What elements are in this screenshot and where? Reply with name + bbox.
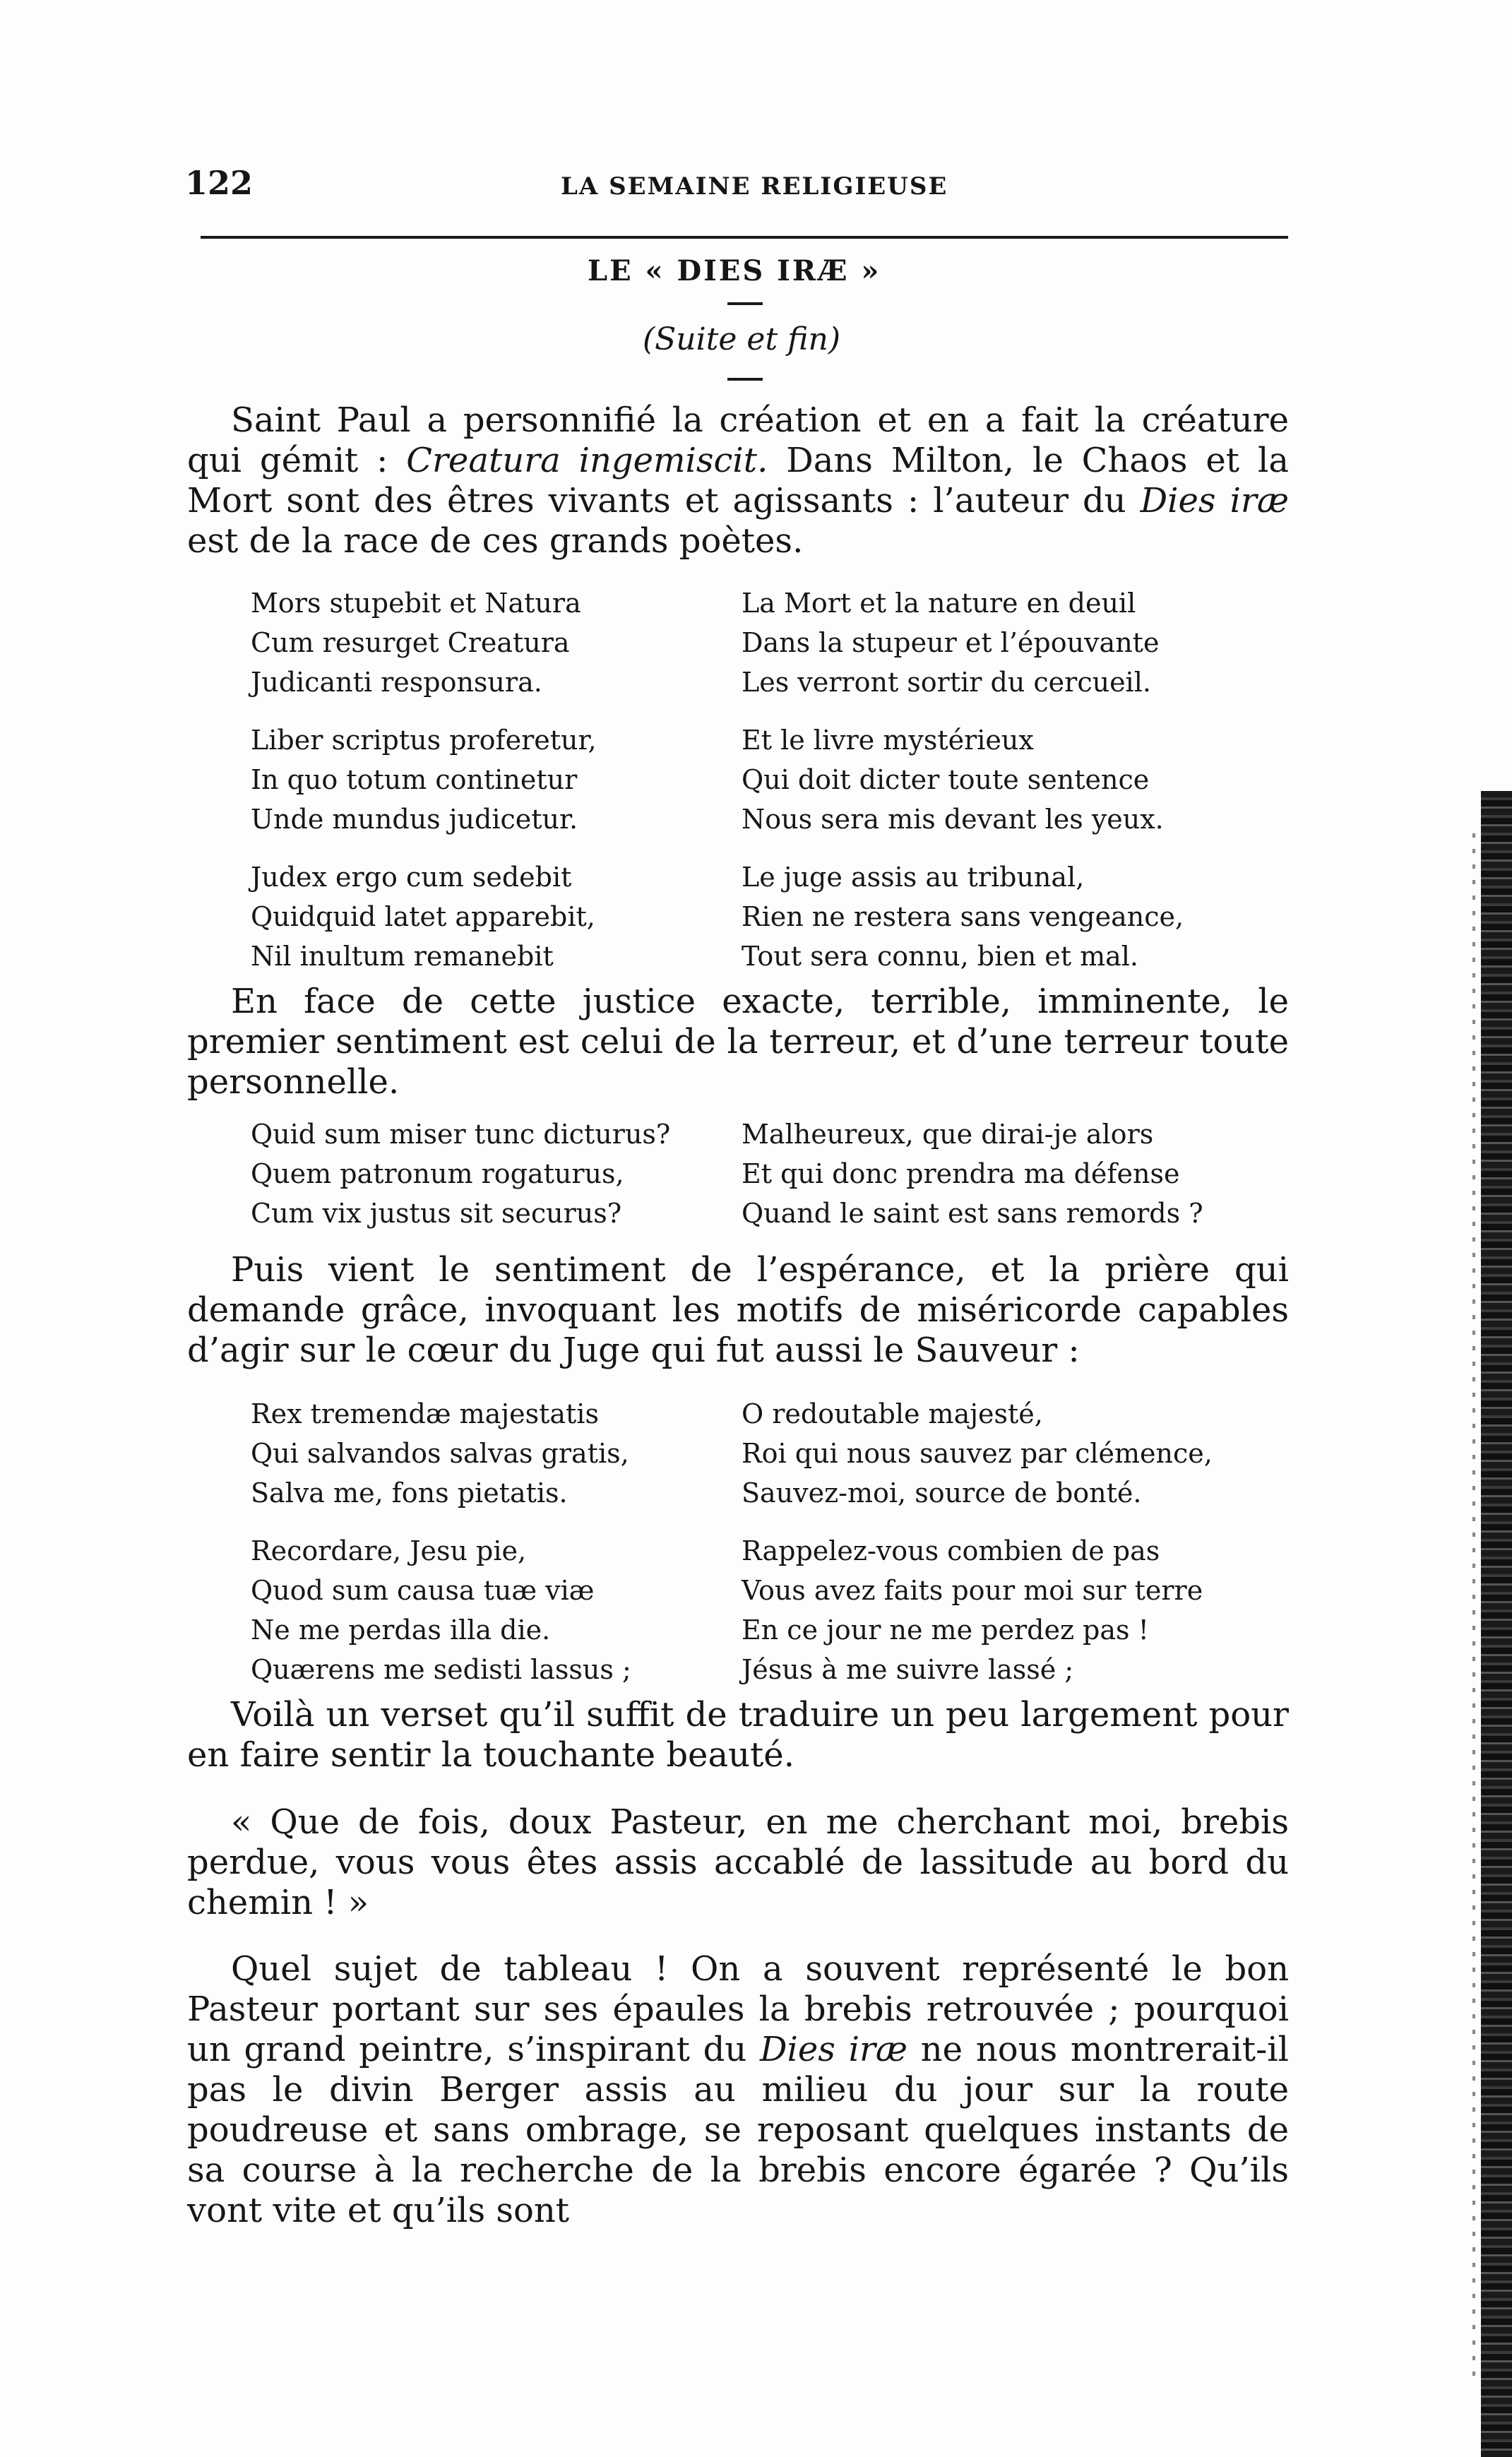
latin-verse-line: Quærens me sedisti lassus ; [251,1654,631,1685]
latin-verse-line: Quidquid latet apparebit, [251,901,595,932]
verse-block-2 [251,1114,1289,1242]
paragraph-2: En face de cette justice exacte, terrible, imminente, le premier sentiment est celui de la terreur, et d’une terreur toute personnelle. [187,982,1289,1102]
french-verse-line: Dans la stupeur et l’épouvante [742,627,1160,658]
latin-verse-line: Qui salvandos salvas gratis, [251,1438,629,1469]
latin-verse-line: Judicanti responsura. [251,667,542,698]
para1-text-3: est de la race de ces grands poètes. [187,521,804,561]
para1-italic-1: Creatura ingemiscit. [406,441,768,480]
latin-verse-line: Rex tremendæ majestatis [251,1398,599,1429]
french-verse-line: Sauvez-moi, source de bonté. [742,1477,1142,1509]
article-subtitle: (Suite et fin) [643,321,840,357]
para6-text-2: ne nous montrerait-il pas le divin Berger assis au milieu du jour sur la route poudreuse et sans ombrage, se reposant quelques instants de sa course à la recherche de la brebis encore égarée ? Qu’ils vont vite et qu’ils sont [187,2030,1290,2230]
latin-stanza [251,1114,670,1233]
french-verse-line: Tout sera connu, bien et mal. [742,941,1139,972]
latin-column [251,1114,670,1251]
verse-block-3 [251,1394,1289,1705]
title-divider [727,302,763,305]
french-stanza [742,1531,1213,1689]
paragraph-5: « Que de fois, doux Pasteur, en me cherchant moi, brebis perdue, vous vous êtes assis accablé de lassitude au bord du chemin ! » [187,1802,1289,1922]
french-verse-line: Roi qui nous sauvez par clémence, [742,1438,1213,1469]
latin-verse-line: Ne me perdas illa die. [251,1614,551,1646]
french-verse-line: Et qui donc prendra ma défense [742,1158,1180,1189]
page-number: 122 [185,164,254,202]
latin-verse-line: Quem patronum rogaturus, [251,1158,624,1189]
french-verse-line: Vous avez faits pour moi sur terre [742,1575,1203,1606]
latin-verse-line: Cum resurget Creatura [251,627,570,658]
latin-verse-line: Mors stupebit et Natura [251,588,581,619]
latin-stanza [251,1394,631,1513]
french-stanza [742,720,1184,839]
latin-column [251,583,597,994]
french-verse-line: Le juge assis au tribunal, [742,862,1085,893]
paragraph-1 [187,400,1289,561]
french-verse-line: La Mort et la nature en deuil [742,588,1136,619]
para1-text-2: Dans Milton, le Chaos et la Mort sont des êtres vivants et agissants : l’auteur du [187,441,1289,520]
french-column [742,1394,1213,1708]
latin-stanza [251,720,597,839]
latin-verse-line: In quo totum continetur [251,764,578,795]
french-stanza [742,1394,1213,1513]
article-title: LE « DIES IRÆ » [588,254,881,287]
binding-edge-shadow [1481,791,1512,2457]
french-verse-line: Qui doit dicter toute sentence [742,764,1150,795]
para1-italic-2: Dies iræ [1140,481,1289,520]
french-stanza [742,1114,1203,1233]
french-stanza [742,857,1184,976]
header-rule [201,236,1288,239]
latin-verse-line: Judex ergo cum sedebit [251,862,572,893]
latin-verse-line: Liber scriptus proferetur, [251,725,597,756]
french-verse-line: Quand le saint est sans remords ? [742,1198,1203,1229]
french-verse-line: En ce jour ne me perdez pas ! [742,1614,1149,1646]
latin-column [251,1394,631,1708]
french-verse-line: Les verront sortir du cercueil. [742,667,1151,698]
french-verse-line: Rappelez-vous combien de pas [742,1535,1160,1566]
paragraph-4: Voilà un verset qu’il suffit de traduire un peu largement pour en faire sentir la touchante beauté. [187,1695,1289,1775]
para6-italic-1: Dies iræ [760,2030,908,2069]
french-verse-line: Malheureux, que dirai-je alors [742,1119,1154,1150]
french-verse-line: Rien ne restera sans vengeance, [742,901,1184,932]
french-column [742,1114,1203,1251]
latin-verse-line: Unde mundus judicetur. [251,804,578,835]
french-verse-line: Jésus à me suivre lassé ; [742,1654,1074,1685]
latin-verse-line: Nil inultum remanebit [251,941,554,972]
latin-stanza [251,583,597,702]
latin-verse-line: Salva me, fons pietatis. [251,1477,568,1509]
latin-verse-line: Cum vix justus sit securus? [251,1198,622,1229]
french-column [742,583,1184,994]
para1-text-1: Saint Paul a personnifié la création et en a fait la créature qui gémit : [187,400,1289,480]
latin-stanza [251,857,597,976]
french-stanza [742,583,1184,702]
para6-text-1: Quel sujet de tableau ! On a souvent représenté le bon Pasteur portant sur ses épaules la brebis retrouvée ; pourquoi un grand peintre, s’inspirant du [187,1949,1289,2069]
latin-verse-line: Quod sum causa tuæ viæ [251,1575,595,1606]
paragraph-6 [187,1949,1289,2231]
latin-verse-line: Quid sum miser tunc dicturus? [251,1119,671,1150]
verse-block-1 [251,583,1289,979]
latin-stanza [251,1531,631,1689]
subtitle-divider [727,378,763,381]
french-verse-line: O redoutable majesté, [742,1398,1043,1429]
french-verse-line: Et le livre mystérieux [742,725,1034,756]
page-header [185,164,1290,213]
latin-verse-line: Recordare, Jesu pie, [251,1535,527,1566]
binding-edge-speckle [1472,833,1475,2387]
running-head: LA SEMAINE RELIGIEUSE [561,172,948,201]
paragraph-3: Puis vient le sentiment de l’espérance, et la prière qui demande grâce, invoquant les motifs de miséricorde capables d’agir sur le cœur du Juge qui fut aussi le Sauveur : [187,1250,1289,1370]
french-verse-line: Nous sera mis devant les yeux. [742,804,1164,835]
